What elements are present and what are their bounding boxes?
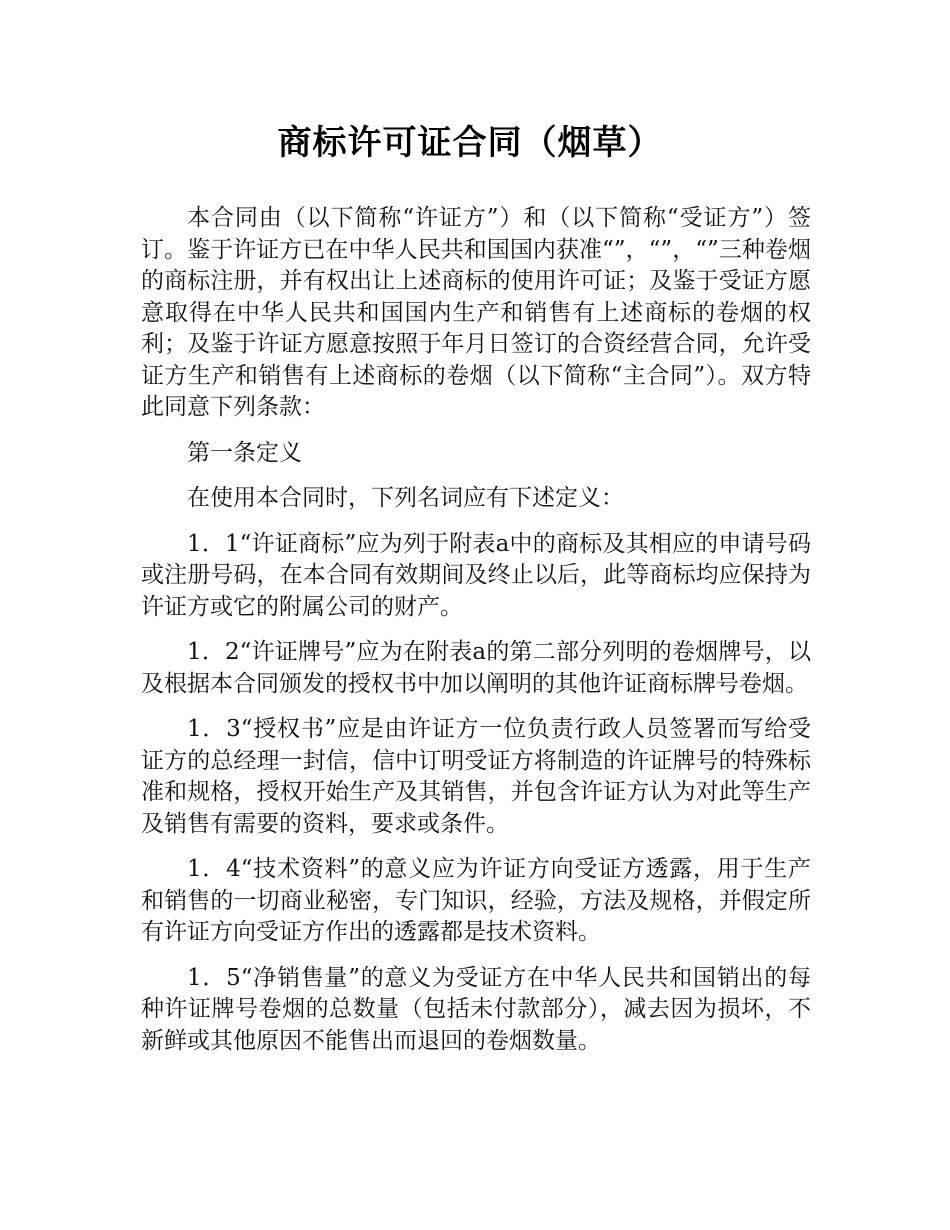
clause-1-3: 1．3“授权书”应是由许证方一位负责行政人员签署而写给受证方的总经理一封信，信中订明受证方将制造的许证牌号的特殊标准和规格，授权开始生产及其销售，并包含许证方认为对此等生产及销售有需要的资料，要求或条件。 [141, 716, 811, 837]
clause-1-2: 1．2“许证牌号”应为在附表a的第二部分列明的卷烟牌号，以及根据本合同颁发的授权书中加以阐明的其他许证商标牌号卷烟。 [141, 639, 811, 697]
clause-1-4: 1．4“技术资料”的意义应为许证方向受证方透露，用于生产和销售的一切商业秘密，专门知识，经验，方法及规格，并假定所有许证方向受证方作出的透露都是技术资料。 [141, 856, 811, 945]
definitions-lead: 在使用本合同时，下列名词应有下述定义： [187, 485, 624, 511]
article-heading: 第一条定义 [187, 439, 302, 466]
document-body [141, 203, 811, 1071]
clause-1-5: 1．5“净销售量”的意义为受证方在中华人民共和国销出的每种许证牌号卷烟的总数量（包括未付款部分），减去因为损坏，不新鲜或其他原因不能售出而退回的卷烟数量。 [141, 964, 811, 1054]
document-title: 商标许可证合同（烟草） [277, 123, 663, 163]
intro-paragraph: 本合同由（以下简称“许证方”）和（以下简称“受证方”）签订。鉴于许证方已在中华人民共和国国内获准“”，“”，“”三种卷烟的商标注册，并有权出让上述商标的使用许可证；及鉴于受证方愿意取得在中华人民共和国国内生产和销售有上述商标的卷烟的权利；及鉴于许证方愿意按照于年月日签订的合资经营合同，允许受证方生产和销售有上述商标的卷烟（以下简称“主合同”）。双方特此同意下列条款： [141, 205, 811, 420]
clause-1-1: 1．1“许证商标”应为列于附表a中的商标及其相应的申请号码或注册号码，在本合同有效期间及终止以后，此等商标均应保持为许证方或它的附属公司的财产。 [141, 530, 811, 620]
